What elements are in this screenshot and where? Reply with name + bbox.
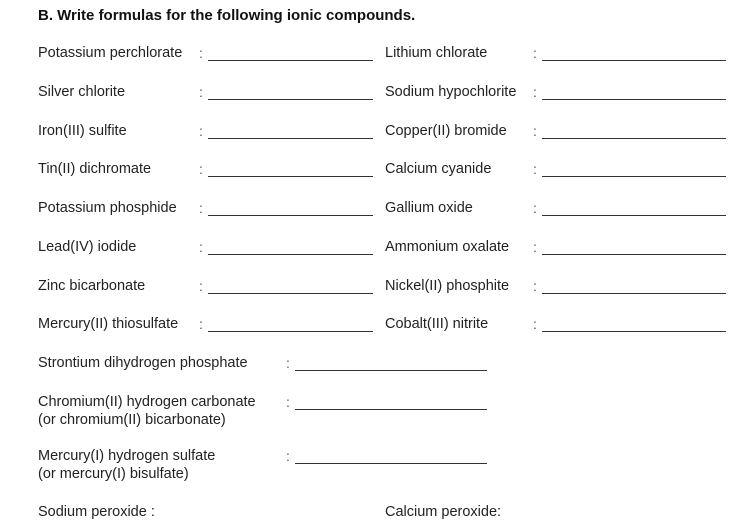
colon: : [199,316,203,332]
answer-blank[interactable] [208,176,373,177]
answer-blank[interactable] [208,293,373,294]
compound-label: Cobalt(III) nitrite [385,316,489,332]
answer-blank[interactable] [542,176,726,177]
colon: : [199,45,203,61]
answer-blank[interactable] [295,409,487,410]
answer-blank[interactable] [295,463,487,464]
colon: : [199,239,203,255]
compound-alt-name: (or chromium(II) bicarbonate) [38,412,226,428]
compound-label: Ammonium oxalate [385,239,510,255]
compound-row [0,238,745,258]
compound-row [0,122,745,142]
answer-blank[interactable] [542,215,726,216]
colon: : [286,448,290,464]
colon: : [199,123,203,139]
compound-label: Iron(III) sulfite [38,123,127,139]
colon: : [533,316,537,332]
compound-label: Sodium hypochlorite [385,84,517,100]
compound-row [0,199,745,219]
compound-label: Copper(II) bromide [385,123,507,139]
compound-label: Potassium perchlorate [38,45,183,61]
compound-label: Mercury(II) thiosulfate [38,316,179,332]
compound-label: Mercury(I) hydrogen sulfate [38,448,216,464]
colon: : [199,84,203,100]
compound-alt-name: (or mercury(I) bisulfate) [38,466,189,482]
answer-blank[interactable] [208,254,373,255]
compound-label: Chromium(II) hydrogen carbonate [38,394,256,410]
colon: : [533,45,537,61]
compound-label: Calcium cyanide [385,161,492,177]
answer-blank[interactable] [542,331,726,332]
answer-blank[interactable] [542,99,726,100]
compound-label: Tin(II) dichromate [38,161,152,177]
colon: : [286,394,290,410]
answer-blank[interactable] [542,138,726,139]
compound-label: Nickel(II) phosphite [385,278,510,294]
answer-blank[interactable] [295,370,487,371]
compound-label: Sodium peroxide : [38,504,155,520]
colon: : [199,161,203,177]
answer-blank[interactable] [208,138,373,139]
colon: : [199,278,203,294]
compound-row [0,160,745,180]
answer-blank[interactable] [208,215,373,216]
colon: : [533,123,537,139]
compound-row [0,277,745,297]
answer-blank[interactable] [542,254,726,255]
colon: : [533,200,537,216]
colon: : [286,355,290,371]
colon: : [533,84,537,100]
colon: : [533,239,537,255]
answer-blank[interactable] [542,293,726,294]
section-title: B. Write formulas for the following ionic compounds. [38,7,416,24]
compound-row [0,44,745,64]
compound-label: Lithium chlorate [385,45,488,61]
answer-blank[interactable] [542,60,726,61]
compound-label: Gallium oxide [385,200,473,216]
compound-label: Strontium dihydrogen phosphate [38,355,248,371]
colon: : [533,278,537,294]
colon: : [199,200,203,216]
answer-blank[interactable] [208,60,373,61]
compound-label: Silver chlorite [38,84,126,100]
compound-row [0,315,745,335]
compound-label: Calcium peroxide: [385,504,502,520]
compound-label: Zinc bicarbonate [38,278,146,294]
answer-blank[interactable] [208,331,373,332]
answer-blank[interactable] [208,99,373,100]
compound-row [0,83,745,103]
compound-label: Potassium phosphide [38,200,177,216]
colon: : [533,161,537,177]
compound-label: Lead(IV) iodide [38,239,137,255]
